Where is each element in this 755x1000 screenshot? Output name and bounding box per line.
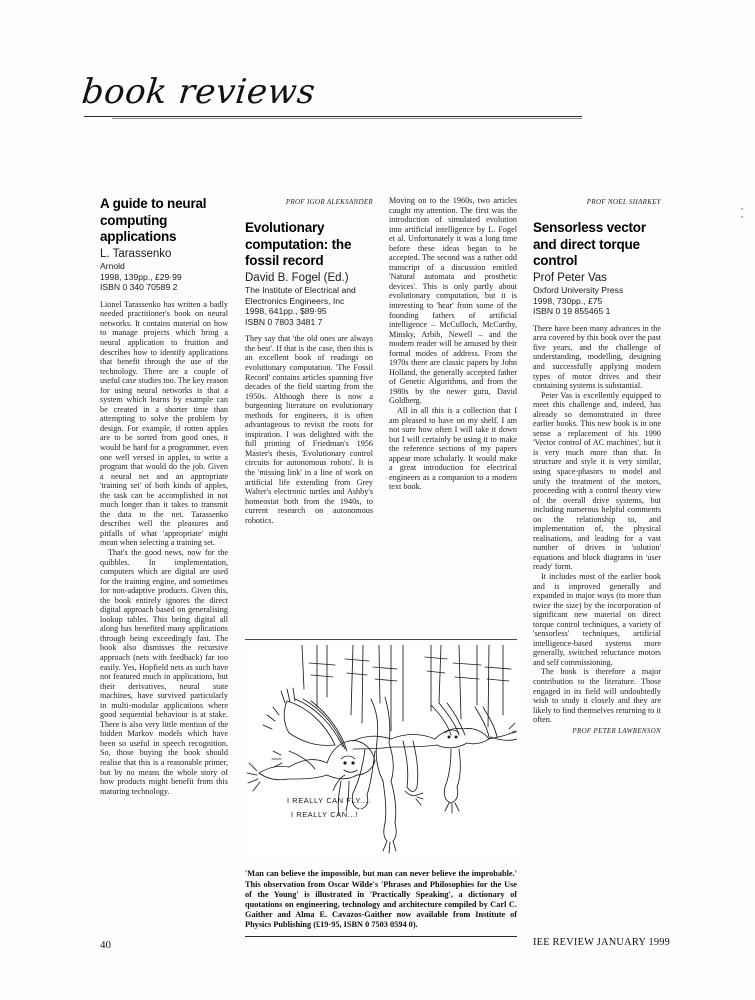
review-author: Prof Peter Vas [533, 271, 607, 284]
review-publisher: The Institute of Electrical and Electronics Engineers, Inc [245, 285, 356, 306]
review-paragraph: The book is therefore a major contribution to the literature. Those engaged in its field will undoubtedly wish to study it closely and they are likely to find themselves returning to it often. [533, 667, 661, 725]
cartoon-bottom-rule [245, 936, 517, 937]
review-author: David B. Fogel (Ed.) [245, 271, 349, 284]
review-edition: 1998, 730pp., £75 [533, 295, 603, 306]
cartoon-illustration [245, 645, 517, 857]
review-title: A guide to neural computing applications [100, 196, 207, 244]
review-publisher: Oxford University Press [533, 285, 624, 295]
edge-registration-mark [741, 216, 743, 218]
review-paragraph: Lionel Tarassenko has written a badly needed practitioner's book on neural networks. It contains material on how to manage projects which bring a neural application to fruition and describes how to identify applications that benefit through the use of the technology. There are a couple of useful case studies too. The key reason for using neural networks is that a system which learns by example can be created in a shorter time than attempting to solve the problem by design. For example, if rotten apples are to be sorted from good ones, it would be hard for a programmer, even one well versed in apples, to write a program that would do the job. Given a neural net and an appropriate 'training set' of both kinds of apples, the task can be accomplished in not much longer than it takes to transmit the data to the net. Tarassenko describes well the pleasures and pitfalls of what 'appropriate' might mean when selecting a training set. [100, 299, 228, 548]
review-paragraph: Peter Vas is excellently equipped to meet this challenge and, indeed, has already so demonstrated in three earlier books. This new book is in one sense a replacement of his 1990 'Vector control of AC machines', but it is very much more than that. In structure and style it is very similar, using space-phasors to model and unify the treatment of the motors, proceeding with a control theory view of the overall drive systems, but including numerous helpful comments on the relationship to, and implementation of, the physical realisations, and leading for a vast number of drives in 'solution' equations and block diagrams in 'user ready' form. [533, 390, 661, 572]
review-paragraph: That's the good news, now for the quibbles. In implementation, computers which are digital are used for the training engine, and sometimes for non-adaptive products. Given this, the book entirely ignores the direct digital approach based on generalising lookup tables. This being digital all along has benefited many applications through being exceedingly fast. The book also dismisses the recursive approach (nets with feedback) far too easily. Yes, Hopfield nets as such have not featured much in applications, but their derivatives, neural state machines, have survived particularly in multi-modular applications where good sequential behaviour is at stake. There is also very little mention of the hidden Markov models which have been so useful in speech recognition. So, those buying the book should realise that this is a reasonable primer, but by no means the whole story of how products might benefit from this maturing technology. [100, 548, 228, 796]
page-number: 40 [100, 939, 111, 951]
attribution-text: PROF PETER LAWRENSON [572, 726, 661, 735]
publication-footer: IEE REVIEW JANUARY 1999 [533, 937, 671, 948]
attribution-text: PROF IGOR ALEKSANDER [285, 198, 373, 206]
review-header-sensorless-vector [533, 220, 661, 317]
review-edition: 1998, 139pp., £29·99 [100, 271, 182, 282]
review-publisher: Arnold [100, 261, 125, 271]
review-header-evolutionary-computation [245, 220, 373, 327]
review-paragraph: It includes most of the earlier book and is improved generally and expanded in major ways (to more than twice the size) by the incorporation of significant new material on direct torque control techniques, a variety of 'sensorless' techniques, artificial intelligence-based systems more generally, switched reluctance motors and self commissioning. [533, 572, 661, 667]
review-paragraph: There have been many advances in the area covered by this book over the past five years, and the challenge of understanding, modelling, designing and successfully applying modern types of motor drives and their containing systems is substantial. [533, 323, 661, 391]
review-paragraph: All in all this is a collection that I am pleased to have on my shelf. I am not sure how often I will take it down but I will certainly be using it to make the reference sections of my papers appear more scholarly. It would make a great introduction for electrical engineers as a companion to a modern text book. [389, 406, 517, 492]
masthead-rule-secondary [112, 118, 582, 119]
review-paragraph: They say that 'the old ones are always the best'. If that is the case, then this is an excellent book of readings on evolutionary computation. 'The Fossil Record' contains articles spanning five decades of the field starting from the 1950s. Although there is now a burgeoning literature on evolutionary methods for engineers, it is often advantageous to revisit the roots for inspiration. I was delighted with the full printing of Friedman's 1956 Master's thesis, 'Evolutionary control circuits for autonomous robots'. It is the 'missing link' in a line of work on artificial life extending from Grey Walter's electronic turtles and Ashby's homeostat both from the 1940s, to current research on autonomous robotics. [245, 334, 373, 525]
text-column-4 [533, 196, 661, 736]
review-paragraph: Moving on to the 1960s, two articles caught my attention. The first was the introduction of simulated evolution into artificial intelligence by L. Fogel et al. Unfortunately it was a long time before these ideas began to be accepted. The second was a rather odd transcript of a discussion entitled 'Natural automata and prosthetic devices'. This is only partly about evolutionary computation, but it is interesting to 'hear' from some of the founding fathers of artificial intelligence – McCulloch, McCarthy, Minsky, Arbib, Newell – and the modern reader will be amused by their formal modes of address. From the 1970s there are classic papers by John Holland, the generally accepted father of Genetic Algorithms, and from the 1980s by the newer guru, David Goldberg. [389, 196, 517, 406]
attribution-text: PROF NOEL SHARKEY [586, 198, 661, 206]
review-author: L. Tarassenko [100, 247, 172, 260]
cartoon-caption: 'Man can believe the impossible, but man can never believe the improbable.' This observation from Oscar Wilde's 'Phrases and Philosophies for the Use of the Young' is illustrated in 'Practically Speaking', a dictionary of quotations on engineering, technology and architecture compiled by Carl C. Gaither and Alma E. Cavazos-Gaither now available from Institute of Physics Publishing (£19·95, ISBN 0 7503 0594 0). [245, 869, 517, 930]
review-title: Sensorless vector and direct torque control [533, 220, 646, 268]
text-column-3 [389, 196, 517, 492]
cartoon-drawing [245, 645, 517, 857]
cartoon-top-rule [245, 639, 517, 640]
text-column-1 [100, 196, 228, 796]
masthead [79, 72, 682, 128]
review-attribution [245, 197, 373, 207]
review-edition: 1998, 641pp., $89·95 [245, 306, 327, 317]
review-isbn: ISBN 0 19 855465 1 [533, 306, 611, 317]
masthead-rule [84, 116, 582, 117]
review-attribution [533, 726, 661, 736]
review-title: Evolutionary computation: the fossil record [245, 220, 352, 268]
review-attribution [533, 197, 661, 207]
review-isbn: ISBN 0 340 70589 2 [100, 282, 178, 293]
review-header-neural-computing [100, 196, 228, 293]
review-isbn: ISBN 0 7803 3481 7 [245, 316, 323, 327]
text-column-2 [245, 196, 373, 525]
cartoon-speech-line-1: I REALLY CAN FLY.... [287, 796, 371, 805]
cartoon-speech-line-2: I REALLY CAN...! [291, 810, 359, 819]
page-title: book reviews [79, 72, 318, 112]
edge-registration-mark [741, 208, 743, 210]
